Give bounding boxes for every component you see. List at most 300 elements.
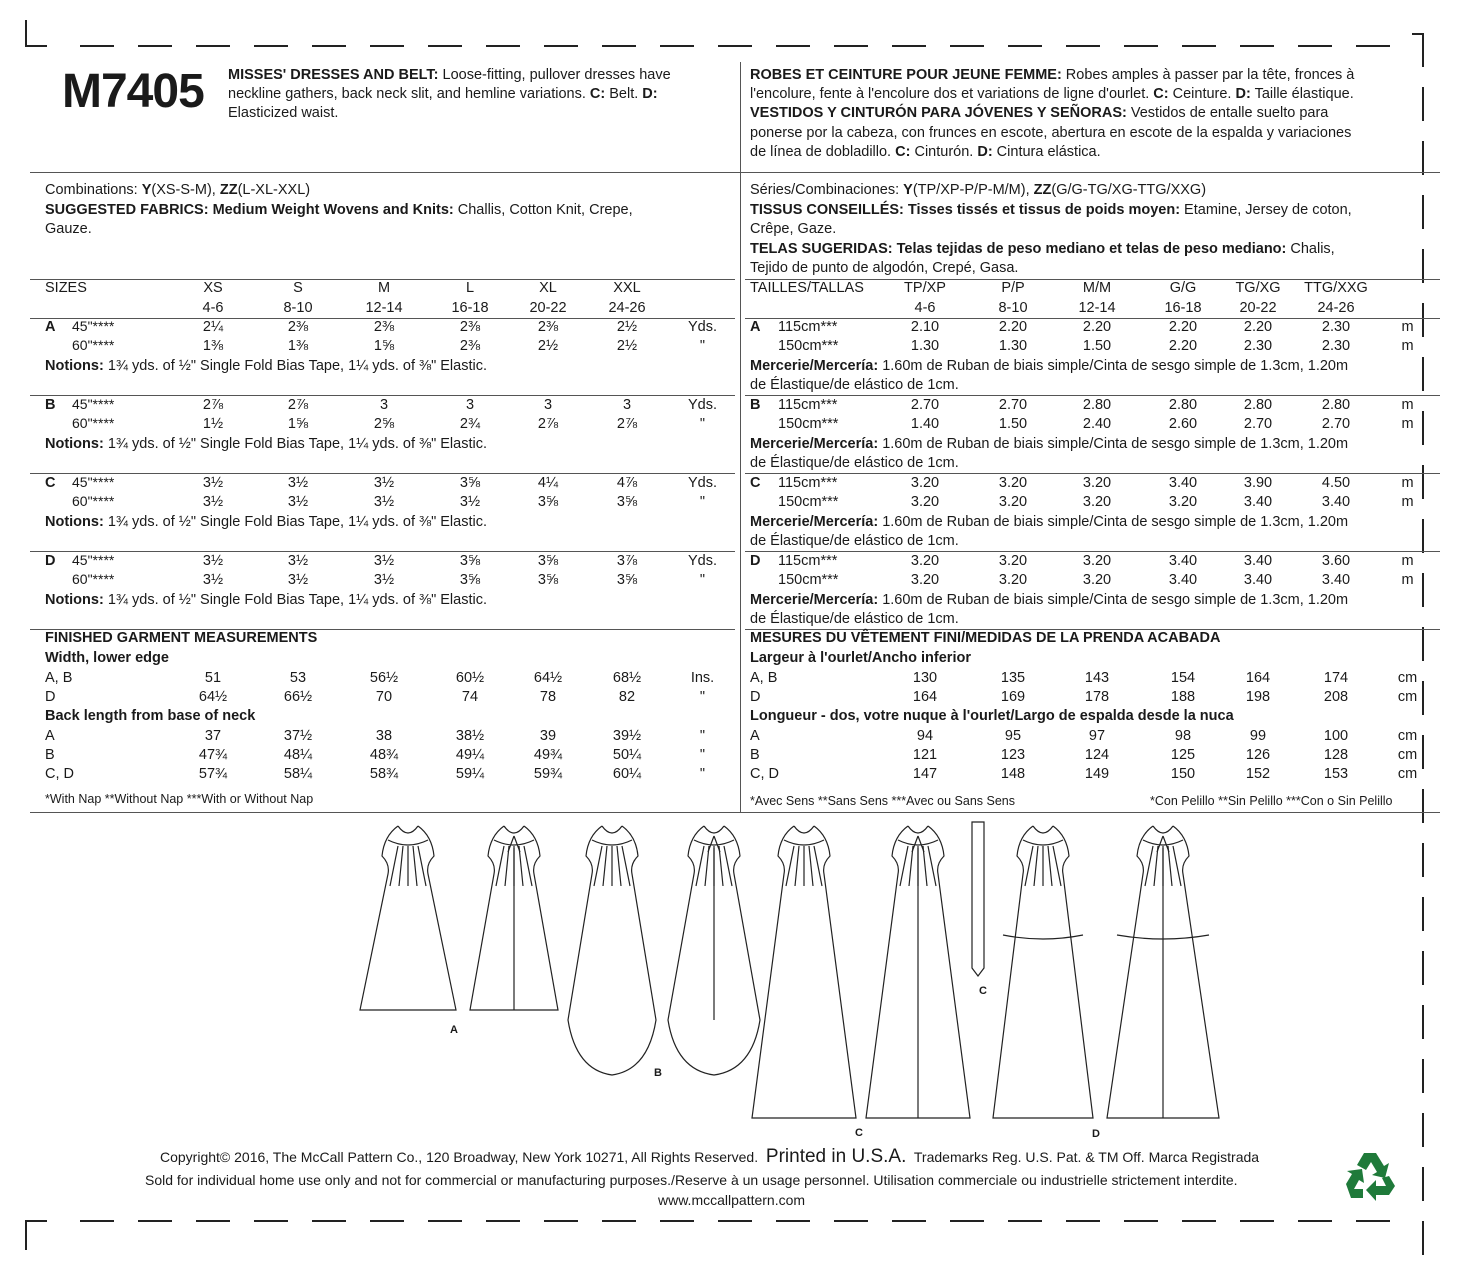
mercerie-line2: de Élastique/de elástico de 1cm. (750, 533, 959, 549)
view-label-d: D (1092, 1128, 1100, 1140)
unit: Yds. (687, 397, 717, 413)
taille-number: 12-14 (1078, 300, 1116, 316)
neckline (398, 826, 418, 833)
mercerie-line: Mercerie/Mercería: 1.60m de Ruban de biais simple/Cinta de sesgo simple de 1.3cm, 1.20m (750, 436, 1349, 452)
es-title-line2: ponerse por la cabeza, con frunces en escote, abertura en escote de la espalda y variaciones (750, 125, 1352, 141)
yardage-value: 3⅝ (459, 572, 481, 588)
view-letter: B (45, 397, 56, 413)
fr-title1-line2: l'encolure, fente à l'encolure dos et variations de ligne d'ourlet. C: Ceinture. D: Taille élastique. (750, 86, 1354, 102)
meter-value: 2.80 (1321, 397, 1351, 413)
meter-value: 2.20 (998, 319, 1028, 335)
yardage-value: 3 (379, 397, 389, 413)
unit: m (1401, 572, 1414, 588)
neckline (908, 826, 928, 833)
yardage-value: 3½ (373, 572, 395, 588)
gather-line (809, 846, 813, 886)
measure-label: A, B (750, 670, 778, 686)
meter-value: 3.20 (1082, 475, 1112, 491)
measure-value: 58¼ (283, 766, 313, 782)
measure-value: 150 (1170, 766, 1196, 782)
gather-line (413, 846, 417, 886)
measure-value: 125 (1170, 747, 1196, 763)
measure-value: 70 (375, 689, 393, 705)
yardage-value: 3⅝ (459, 475, 481, 491)
yardage-value: 2⅜ (373, 319, 395, 335)
meter-value: 2.80 (1168, 397, 1198, 413)
meter-value: 2.70 (910, 397, 940, 413)
yardage-value: 1⅝ (373, 338, 395, 354)
meter-value: 2.30 (1321, 338, 1351, 354)
fr-title1-line1: ROBES ET CEINTURE POUR JEUNE FEMME: Robes amples à passer par la tête, fronces à (750, 67, 1355, 83)
footer-website: www.mccallpattern.com (658, 1192, 806, 1208)
yardage-value: 2½ (537, 338, 559, 354)
meter-value: 3.40 (1243, 553, 1273, 569)
yardage-value: 3 (622, 397, 632, 413)
meter-value: 1.50 (1082, 338, 1112, 354)
measure-value: 38½ (455, 728, 485, 744)
meter-value: 3.40 (1321, 494, 1351, 510)
pattern-number: M7405 (62, 65, 204, 118)
fabric-width: 60"**** (72, 415, 115, 431)
gather-line (399, 846, 403, 886)
gather-line (795, 846, 799, 886)
unit: cm (1397, 689, 1418, 705)
notions-line: Notions: 1¾ yds. of ½" Single Fold Bias Tape, 1¼ yds. of ⅜" Elastic. (45, 592, 487, 608)
measure-value: 174 (1323, 670, 1349, 686)
gather-line (1053, 846, 1061, 886)
taille-number: 24-26 (1317, 300, 1355, 316)
mercerie-line2: de Élastique/de elástico de 1cm. (750, 377, 959, 393)
yardage-value: 3⅝ (537, 572, 559, 588)
yardage-value: 2⅝ (373, 416, 395, 432)
fabric-width: 115cm*** (778, 475, 838, 491)
gather-line (603, 846, 607, 886)
taille-header: TTG/XXG (1304, 280, 1368, 296)
meter-value: 1.40 (910, 416, 940, 432)
en-title-line3: Elasticized waist. (228, 105, 339, 121)
yardage-value: 3½ (202, 475, 224, 491)
meter-value: 2.70 (998, 397, 1028, 413)
gather-line (900, 846, 908, 886)
measure-value: 135 (1000, 670, 1026, 686)
en-combinations: Combinations: Y(XS-S-M), ZZ(L-XL-XXL) (45, 182, 311, 198)
size-number: 12-14 (365, 300, 403, 316)
meter-value: 2.20 (1168, 338, 1198, 354)
measure-value: 58¾ (369, 766, 399, 782)
unit: " (699, 728, 706, 744)
meter-value: 3.90 (1243, 475, 1273, 491)
es-title-line1: VESTIDOS Y CINTURÓN PARA JÓVENES Y SEÑORAS: Vestidos de entalle suelto para (750, 105, 1329, 121)
gather-line (928, 846, 936, 886)
fabric-width: 45"**** (72, 474, 115, 490)
notions-line: Notions: 1¾ yds. of ½" Single Fold Bias Tape, 1¼ yds. of ⅜" Elastic. (45, 514, 487, 530)
yardage-value: 2¾ (459, 416, 481, 432)
view-label-b: B (654, 1067, 662, 1079)
measure-value: 97 (1088, 728, 1106, 744)
measure-value: 149 (1084, 766, 1110, 782)
size-number: 24-26 (608, 300, 646, 316)
taille-number: 4-6 (914, 300, 936, 316)
mercerie-line: Mercerie/Mercería: 1.60m de Ruban de biais simple/Cinta de sesgo simple de 1.3cm, 1.20m (750, 358, 1349, 374)
neckline (504, 826, 524, 833)
measure-value: 82 (618, 689, 636, 705)
gather-line (496, 846, 504, 886)
measure-value: 53 (289, 670, 307, 686)
gather-line (524, 846, 532, 886)
belt (972, 822, 984, 976)
measure-value: 126 (1245, 747, 1271, 763)
fabric-width: 60"**** (72, 337, 115, 353)
yardage-value: 3½ (459, 494, 481, 510)
length-title-fr: Longueur - dos, votre nuque à l'ourlet/Largo de espalda desde la nuca (750, 708, 1234, 724)
width-title: Width, lower edge (45, 650, 169, 666)
yardage-value: 3½ (287, 572, 309, 588)
measure-value: 198 (1245, 689, 1271, 705)
measure-value: 99 (1249, 728, 1267, 744)
unit: Ins. (690, 670, 715, 686)
measure-label: C, D (750, 766, 779, 782)
unit: Yds. (687, 475, 717, 491)
measure-value: 74 (461, 689, 479, 705)
en-fabrics: SUGGESTED FABRICS: Medium Weight Wovens and Knits: Challis, Cotton Knit, Crepe, (45, 202, 633, 218)
measure-value: 48¾ (369, 747, 399, 763)
es-title-line3: de línea de dobladillo. C: Cinturón. D: Cintura elástica. (750, 144, 1101, 160)
unit: Yds. (687, 319, 717, 335)
measure-value: 153 (1323, 766, 1349, 782)
yardage-value: 2⅜ (287, 319, 309, 335)
size-header: S (293, 280, 303, 296)
yoke-gathers (494, 840, 534, 845)
notions-line: Notions: 1¾ yds. of ½" Single Fold Bias Tape, 1¼ yds. of ⅜" Elastic. (45, 358, 487, 374)
yardage-value: 2⅜ (537, 319, 559, 335)
meter-value: 2.20 (1243, 319, 1273, 335)
gather-line (814, 846, 822, 886)
meter-value: 2.60 (1168, 416, 1198, 432)
fabric-width: 60"**** (72, 493, 115, 509)
yardage-value: 1⅜ (287, 338, 309, 354)
measure-value: 50¼ (612, 747, 642, 763)
gather-line (1048, 846, 1052, 886)
fabric-width: 45"**** (72, 552, 115, 568)
meter-value: 3.20 (910, 494, 940, 510)
gather-line (617, 846, 621, 886)
size-number: 8-10 (283, 300, 313, 316)
sizes-label: SIZES (45, 280, 87, 296)
measure-value: 38 (375, 728, 393, 744)
yardage-value: 3½ (287, 553, 309, 569)
measure-value: 47¾ (198, 747, 228, 763)
fabric-width: 60"**** (72, 571, 115, 587)
meter-value: 3.60 (1321, 553, 1351, 569)
yardage-value: 4¼ (537, 475, 559, 491)
yardage-value: 3½ (373, 475, 395, 491)
meter-value: 3.40 (1243, 572, 1273, 588)
yardage-value: 2⅞ (287, 397, 309, 413)
fabric-width: 150cm*** (778, 416, 839, 432)
gather-line (1145, 846, 1153, 886)
en-fabrics-line2: Gauze. (45, 221, 92, 237)
yardage-value: 3½ (373, 494, 395, 510)
meter-value: 3.40 (1168, 553, 1198, 569)
measure-value: 178 (1084, 689, 1110, 705)
taille-number: 20-22 (1239, 300, 1277, 316)
measure-label: B (750, 747, 760, 763)
measure-value: 39 (539, 728, 557, 744)
measure-value: 152 (1245, 766, 1271, 782)
meter-value: 4.50 (1321, 475, 1351, 491)
measure-value: 37 (204, 728, 222, 744)
taille-header: G/G (1169, 280, 1197, 296)
meter-value: 3.20 (910, 572, 940, 588)
unit: " (699, 747, 706, 763)
meter-value: 3.40 (1321, 572, 1351, 588)
yardage-value: 4⅞ (616, 475, 638, 491)
unit: " (699, 416, 706, 432)
yardage-value: 3 (543, 397, 553, 413)
notions-line: Notions: 1¾ yds. of ½" Single Fold Bias Tape, 1¼ yds. of ⅜" Elastic. (45, 436, 487, 452)
width-title-fr: Largeur à l'ourlet/Ancho inferior (750, 650, 971, 666)
mercerie-line2: de Élastique/de elástico de 1cm. (750, 455, 959, 471)
gather-line (696, 846, 704, 886)
meter-value: 2.20 (1168, 319, 1198, 335)
yoke-gathers (592, 840, 632, 845)
yardage-value: 3½ (287, 494, 309, 510)
measure-value: 48¼ (283, 747, 313, 763)
yardage-value: 3½ (373, 553, 395, 569)
footnote: *With Nap **Without Nap ***With or Without Nap (45, 792, 314, 806)
yardage-value: 3⅝ (616, 494, 638, 510)
measure-value: 64½ (533, 670, 563, 686)
size-number: 20-22 (529, 300, 567, 316)
view-letter: B (750, 397, 761, 413)
yardage-value: 3⅝ (537, 494, 559, 510)
view-label-a: A (450, 1024, 458, 1036)
yardage-value: 3⅝ (616, 572, 638, 588)
gather-line (724, 846, 732, 886)
meter-value: 3.20 (1082, 553, 1112, 569)
unit: cm (1397, 747, 1418, 763)
yardage-value: 3⅝ (459, 553, 481, 569)
unit: cm (1397, 728, 1418, 744)
measure-value: 100 (1323, 728, 1349, 744)
meter-value: 3.20 (910, 475, 940, 491)
measure-value: 169 (1000, 689, 1026, 705)
size-header: XL (539, 280, 557, 296)
measure-value: 51 (204, 670, 222, 686)
unit: " (699, 689, 706, 705)
measure-value: 78 (539, 689, 557, 705)
measure-value: 95 (1004, 728, 1022, 744)
measure-value: 49¾ (533, 747, 563, 763)
measure-value: 208 (1323, 689, 1349, 705)
en-title-line2: neckline gathers, back neck slit, and hemline variations. C: Belt. D: (228, 86, 658, 102)
yoke-gathers (1143, 840, 1183, 845)
yoke-gathers (388, 840, 428, 845)
meter-value: 2.70 (1243, 416, 1273, 432)
measure-value: 49¼ (455, 747, 485, 763)
yardage-value: 1⅜ (202, 338, 224, 354)
meter-value: 3.20 (998, 572, 1028, 588)
fabric-width: 115cm*** (778, 553, 838, 569)
meter-value: 2.20 (1082, 319, 1112, 335)
size-header: XXL (613, 280, 641, 296)
fr-tissus-line2: Crêpe, Gaze. (750, 221, 837, 237)
taille-number: 16-18 (1164, 300, 1202, 316)
measure-value: 64½ (198, 689, 228, 705)
unit: " (699, 494, 706, 510)
measure-value: 121 (912, 747, 938, 763)
measure-value: 57¾ (198, 766, 228, 782)
unit: m (1401, 553, 1414, 569)
taille-header: TP/XP (904, 280, 946, 296)
unit: m (1401, 416, 1414, 432)
fabric-width: 150cm*** (778, 572, 839, 588)
yardage-value: 2⅜ (459, 319, 481, 335)
yardage-value: 3½ (202, 494, 224, 510)
gather-line (622, 846, 630, 886)
unit: cm (1397, 670, 1418, 686)
taille-number: 8-10 (998, 300, 1028, 316)
measure-value: 188 (1170, 689, 1196, 705)
unit: Yds. (687, 553, 717, 569)
unit: " (699, 766, 706, 782)
size-header: M (377, 280, 391, 296)
gather-line (1034, 846, 1038, 886)
unit: m (1401, 397, 1414, 413)
measure-value: 66½ (283, 689, 313, 705)
recycle-icon (1342, 1150, 1398, 1202)
es-telas-line2: Tejido de punto de algodón, Crepé, Gasa. (750, 260, 1019, 276)
meter-value: 3.20 (998, 494, 1028, 510)
tailles-label: TAILLES/TALLAS (750, 280, 864, 296)
yoke-gathers (784, 840, 824, 845)
fr-tissus: TISSUS CONSEILLÉS: Tisses tissés et tissus de poids moyen: Etamine, Jersey de coton, (750, 202, 1352, 218)
measure-value: 59¾ (533, 766, 563, 782)
fabric-width: 115cm*** (778, 319, 838, 335)
gather-line (1173, 846, 1181, 886)
meter-value: 1.30 (910, 338, 940, 354)
measure-label: B (45, 747, 55, 763)
measure-value: 154 (1170, 670, 1196, 686)
meter-value: 3.20 (1168, 494, 1198, 510)
measure-label: D (45, 689, 56, 705)
size-number: 16-18 (451, 300, 489, 316)
meter-value: 3.20 (1082, 572, 1112, 588)
yardage-value: 2⅞ (537, 416, 559, 432)
neckline (602, 826, 622, 833)
view-label-c: C (855, 1127, 863, 1139)
measure-value: 143 (1084, 670, 1110, 686)
meter-value: 2.80 (1243, 397, 1273, 413)
yoke-gathers (694, 840, 734, 845)
view-letter: D (45, 553, 56, 569)
view-label-c-belt: C (979, 985, 987, 997)
meter-value: 3.20 (998, 475, 1028, 491)
meter-value: 2.10 (910, 319, 940, 335)
meter-value: 1.50 (998, 416, 1028, 432)
taille-header: TG/XG (1235, 280, 1281, 296)
meter-value: 3.40 (1243, 494, 1273, 510)
unit: m (1401, 319, 1414, 335)
measure-label: A (45, 728, 55, 744)
yoke-gathers (898, 840, 938, 845)
mercerie-line: Mercerie/Mercería: 1.60m de Ruban de biais simple/Cinta de sesgo simple de 1.3cm, 1.20m (750, 592, 1349, 608)
view-letter: C (750, 475, 761, 491)
yoke-gathers (1023, 840, 1063, 845)
measure-value: 39½ (612, 728, 642, 744)
meter-value: 3.40 (1168, 475, 1198, 491)
fgm-title-fr: MESURES DU VÊTEMENT FINI/MEDIDAS DE LA PRENDA ACABADA (750, 630, 1221, 646)
gather-line (390, 846, 398, 886)
neckline (1033, 826, 1053, 833)
meter-value: 1.30 (998, 338, 1028, 354)
meter-value: 2.70 (1321, 416, 1351, 432)
meter-value: 3.20 (1082, 494, 1112, 510)
measure-label: A (750, 728, 760, 744)
measure-value: 164 (1245, 670, 1271, 686)
measure-value: 128 (1323, 747, 1349, 763)
unit: m (1401, 475, 1414, 491)
measure-value: 147 (912, 766, 938, 782)
meter-value: 3.40 (1168, 572, 1198, 588)
yardage-value: 3⅝ (537, 553, 559, 569)
measure-value: 148 (1000, 766, 1026, 782)
fr-combinations: Séries/Combinaciones: Y(TP/XP-P/P-M/M), ZZ(G/G-TG/XG-TTG/XXG) (750, 182, 1207, 198)
measure-label: C, D (45, 766, 74, 782)
view-letter: A (750, 319, 761, 335)
yardage-value: 1½ (202, 416, 224, 432)
yardage-value: 3½ (202, 572, 224, 588)
gather-line (594, 846, 602, 886)
measure-value: 164 (912, 689, 938, 705)
unit: cm (1397, 766, 1418, 782)
unit: m (1401, 338, 1414, 354)
yardage-value: 2¼ (202, 319, 224, 335)
yardage-value: 3⅞ (616, 553, 638, 569)
yardage-value: 3½ (202, 553, 224, 569)
gather-line (418, 846, 426, 886)
meter-value: 2.30 (1321, 319, 1351, 335)
measure-value: 68½ (612, 670, 642, 686)
measure-value: 60½ (455, 670, 485, 686)
measure-value: 60¼ (612, 766, 642, 782)
measure-value: 59¼ (455, 766, 485, 782)
length-title: Back length from base of neck (45, 708, 256, 724)
unit: " (699, 572, 706, 588)
footnote-fr: *Avec Sens **Sans Sens ***Avec ou Sans Sens (750, 794, 1015, 808)
en-title-line1: MISSES' DRESSES AND BELT: Loose-fitting, pullover dresses have (228, 67, 671, 83)
footnote-es: *Con Pelillo **Sin Pelillo ***Con o Sin Pelillo (1150, 794, 1393, 808)
measure-label: D (750, 689, 761, 705)
view-letter: D (750, 553, 761, 569)
measure-value: 124 (1084, 747, 1110, 763)
fgm-title: FINISHED GARMENT MEASUREMENTS (45, 630, 318, 646)
meter-value: 2.30 (1243, 338, 1273, 354)
yardage-value: 2½ (616, 338, 638, 354)
measure-value: 130 (912, 670, 938, 686)
yardage-value: 3½ (287, 475, 309, 491)
es-telas: TELAS SUGERIDAS: Telas tejidas de peso mediano et telas de peso mediano: Chalis, (750, 241, 1335, 257)
neckline (1153, 826, 1173, 833)
meter-value: 2.40 (1082, 416, 1112, 432)
neckline (794, 826, 814, 833)
yardage-value: 3 (465, 397, 475, 413)
measure-value: 56½ (369, 670, 399, 686)
fabric-width: 150cm*** (778, 494, 839, 510)
size-number: 4-6 (202, 300, 224, 316)
taille-header: M/M (1082, 280, 1112, 296)
fabric-width: 45"**** (72, 318, 115, 334)
